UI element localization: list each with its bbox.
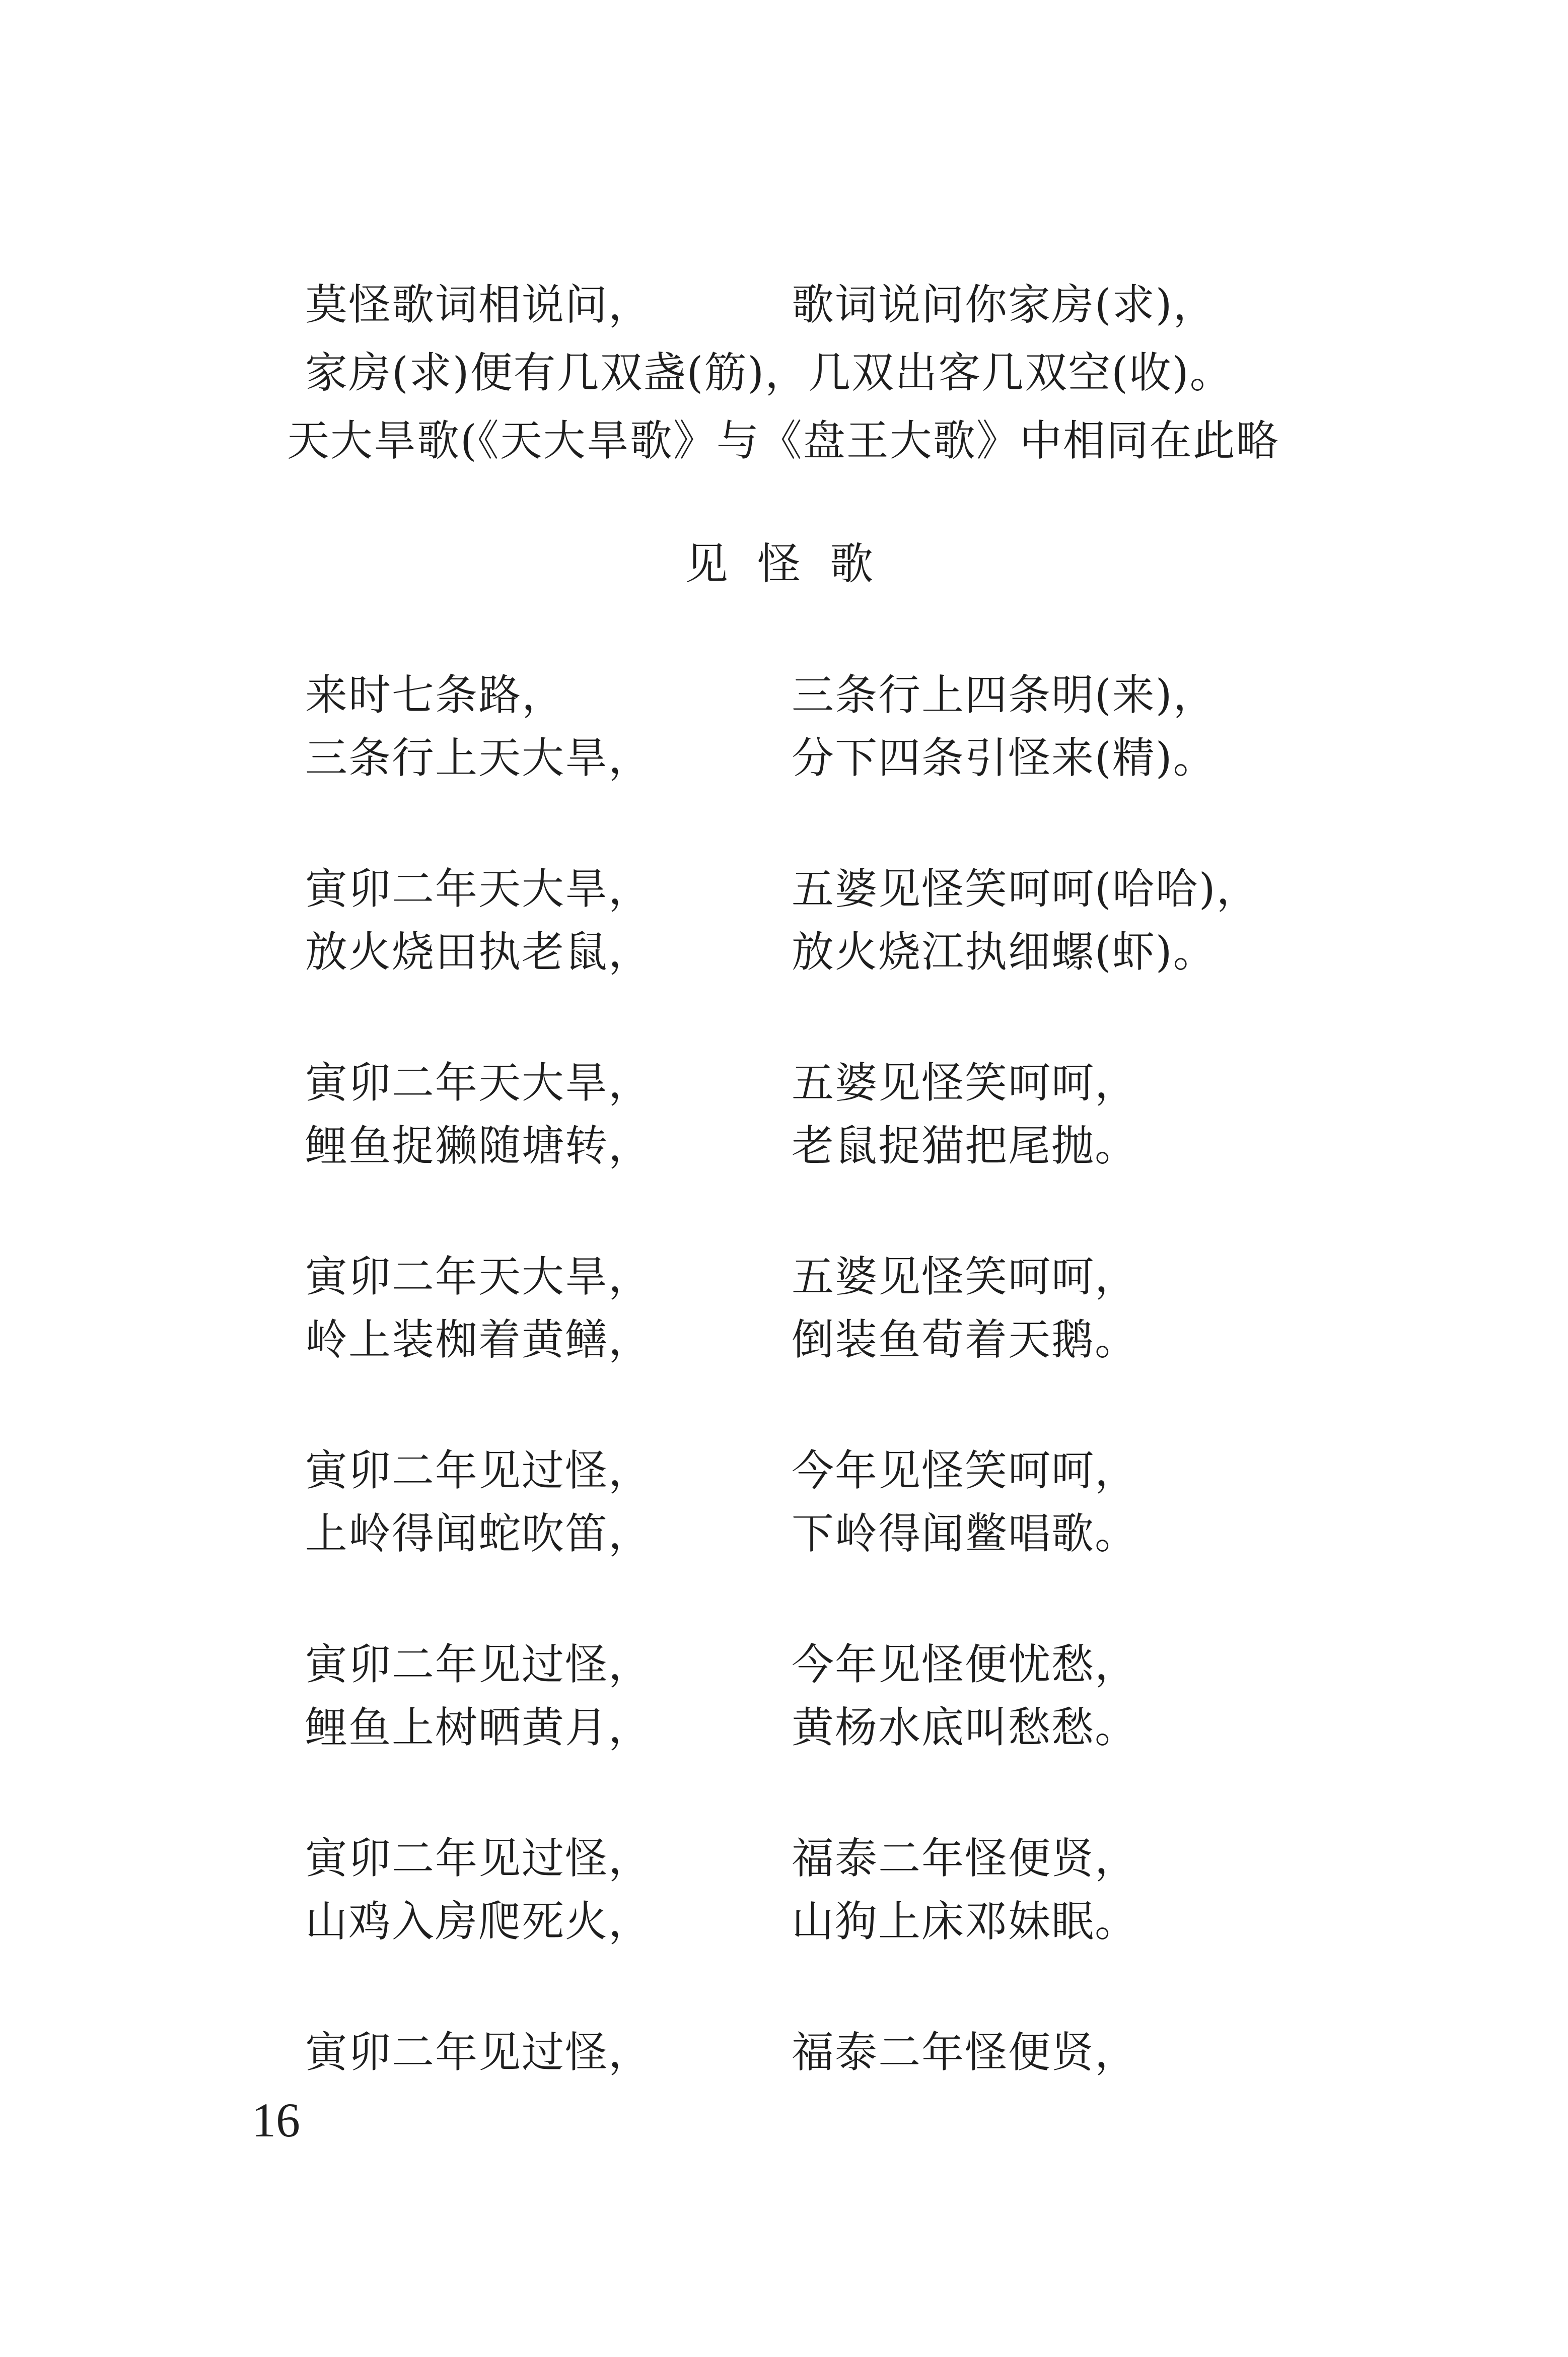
stanza-7-line-1-right: 福泰二年怪便贤， [792, 1834, 1138, 1883]
song-title: 见怪歌 [685, 539, 902, 589]
intro-line-2: 家房(求)便有几双盏(筋)，几双出客几双空(收)。 [305, 348, 1233, 397]
stanza-6-line-2-left: 鲤鱼上树晒黄月， [305, 1703, 652, 1752]
stanza-7-line-1-left: 寅卯二年见过怪， [305, 1834, 652, 1883]
stanza-6-line-2-right: 黄杨水底叫愁愁。 [792, 1703, 1138, 1752]
stanza-3-line-1-right: 五婆见怪笑呵呵， [792, 1058, 1138, 1107]
stanza-2-line-1-right: 五婆见怪笑呵呵(哈哈)， [792, 864, 1260, 914]
stanza-5-line-2-left: 上岭得闻蛇吹笛， [305, 1509, 652, 1558]
stanza-2-line-2-right: 放火烧江执细螺(虾)。 [792, 927, 1217, 977]
stanza-3-line-2-left: 鲤鱼捉獭随塘转， [305, 1121, 652, 1170]
stanza-1-line-1-left: 来时七条路， [305, 670, 565, 720]
stanza-6-line-1-right: 今年见怪便忧愁， [792, 1640, 1138, 1689]
page-number: 16 [252, 2093, 300, 2147]
stanza-6-line-1-left: 寅卯二年见过怪， [305, 1640, 652, 1689]
stanza-1-line-2-right: 分下四条引怪来(精)。 [792, 733, 1217, 783]
stanza-2-line-1-left: 寅卯二年天大旱， [305, 864, 652, 914]
stanza-8-line-1-right: 福泰二年怪便贤， [792, 2028, 1138, 2077]
stanza-7-line-2-left: 山鸡入房爬死火， [305, 1897, 652, 1946]
intro-line-3: 天大旱歌(《天大旱歌》与《盘王大歌》中相同在此略 [287, 416, 1279, 465]
intro-line-1-left: 莫怪歌词相说问， [305, 280, 652, 329]
stanza-3-line-1-left: 寅卯二年天大旱， [305, 1058, 652, 1107]
stanza-4-line-2-right: 倒装鱼荀着天鹅。 [792, 1315, 1138, 1364]
stanza-5-line-2-right: 下岭得闻鳖唱歌。 [792, 1509, 1138, 1558]
stanza-5-line-1-right: 今年见怪笑呵呵， [792, 1446, 1138, 1495]
stanza-4-line-2-left: 岭上装椥着黄鳝， [305, 1315, 652, 1364]
stanza-2-line-2-left: 放火烧田执老鼠， [305, 927, 652, 977]
stanza-5-line-1-left: 寅卯二年见过怪， [305, 1446, 652, 1495]
intro-line-1-right: 歌词说问你家房(求)， [792, 280, 1217, 329]
stanza-1-line-2-left: 三条行上天大旱， [305, 733, 652, 783]
stanza-3-line-2-right: 老鼠捉猫把尾抛。 [792, 1121, 1138, 1170]
stanza-4-line-1-left: 寅卯二年天大旱， [305, 1252, 652, 1301]
stanza-8-line-1-left: 寅卯二年见过怪， [305, 2028, 652, 2077]
stanza-4-line-1-right: 五婆见怪笑呵呵， [792, 1252, 1138, 1301]
stanza-7-line-2-right: 山狗上床邓妹眠。 [792, 1897, 1138, 1946]
stanza-1-line-1-right: 三条行上四条明(来)， [792, 670, 1217, 720]
